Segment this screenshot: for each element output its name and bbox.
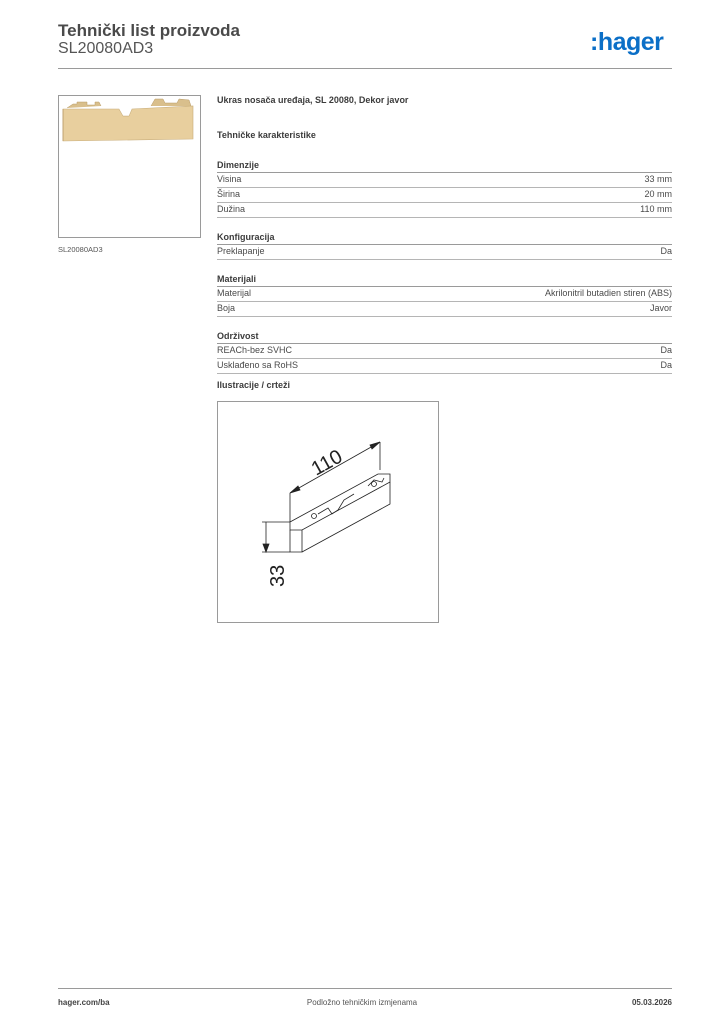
spec-group-materials [217,274,672,317]
spec-value: 20 mm [644,189,672,199]
spec-group-configuration [217,232,672,260]
spec-row [217,203,672,218]
spec-group-dimensions [217,160,672,218]
spec-value: Da [660,360,672,370]
spec-value: 110 mm [640,204,672,214]
product-image-caption: SL20080AD3 [58,245,103,254]
spec-value: Akrilonitril butadien stiren (ABS) [544,288,672,298]
specs-heading: Tehničke karakteristike [217,130,316,140]
product-description: Ukras nosača uređaja, SL 20080, Dekor javor [217,95,409,105]
spec-row [217,359,672,374]
length-dimension-label: 110 [307,445,347,481]
technical-drawing [217,401,439,623]
footer-divider [58,988,672,989]
spec-row [217,344,672,359]
spec-row [217,173,672,188]
page-title: Tehnički list proizvoda [58,21,240,40]
spec-label: Materijal [217,288,252,298]
spec-label: Preklapanje [217,246,265,256]
dimension-drawing [218,402,438,622]
spec-label: Dužina [217,204,246,214]
spec-label: REACh-bez SVHC [217,345,293,355]
product-image [58,95,201,238]
spec-row [217,188,672,203]
spec-label: Boja [217,303,236,313]
spec-row [217,302,672,317]
spec-panel [217,95,672,374]
spec-value: 33 mm [644,174,672,184]
spec-label: Širina [217,189,241,199]
height-dimension-label: 33 [267,564,289,587]
hager-logo: :hager [590,28,664,56]
spec-row [217,245,672,260]
product-code: SL20080AD3 [58,40,154,57]
product-photo-drawing [59,96,200,237]
spec-value: Javor [649,303,672,313]
illustrations-heading: Ilustracije / crteži [217,380,291,390]
group-title: Održivost [217,331,672,344]
spec-label: Visina [217,174,242,184]
footer-notice: Podložno tehničkim izmjenama [306,998,418,1007]
group-title: Materijali [217,274,672,287]
footer-website-link[interactable]: hager.com/ba [58,998,110,1007]
group-title: Konfiguracija [217,232,672,245]
footer-date: 05.03.2026 [631,998,672,1007]
spec-group-sustainability [217,331,672,374]
group-title: Dimenzije [217,160,672,173]
spec-value: Da [660,246,672,256]
spec-value: Da [660,345,672,355]
spec-row [217,287,672,302]
spec-label: Usklađeno sa RoHS [217,360,299,370]
header-divider [58,68,672,69]
